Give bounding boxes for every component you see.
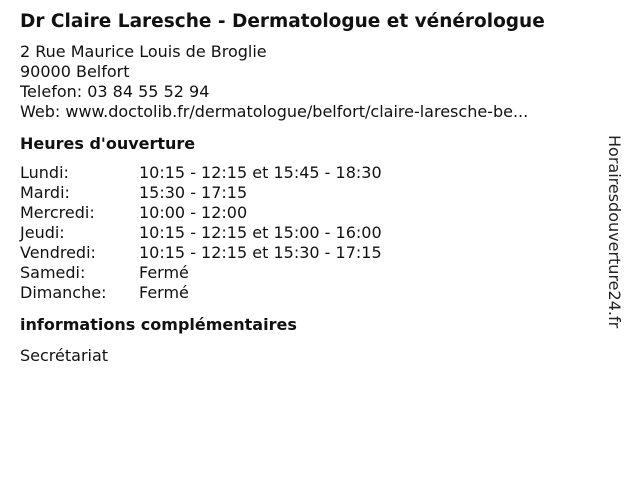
day-label: Samedi: bbox=[20, 263, 86, 282]
time-range: 10:00 - 12:00 bbox=[139, 203, 248, 222]
additional-info-heading: informations complémentaires bbox=[20, 315, 297, 334]
additional-info-text: Secrétariat bbox=[20, 346, 109, 365]
website-link[interactable]: Web: www.doctolib.fr/dermatologue/belfort/claire-laresche-be... bbox=[20, 102, 529, 121]
street-address: 2 Rue Maurice Louis de Broglie bbox=[20, 42, 267, 61]
page-title: Dr Claire Laresche - Dermatologue et vénérologue bbox=[20, 11, 545, 32]
additional-info-section bbox=[20, 315, 605, 366]
day-label: Vendredi: bbox=[20, 243, 96, 262]
hours-row-friday bbox=[20, 243, 605, 263]
site-brand-watermark: Horairesdouverture24.fr bbox=[605, 135, 624, 329]
time-range: 15:30 - 17:15 bbox=[139, 183, 248, 202]
business-card bbox=[20, 10, 605, 366]
time-range: Fermé bbox=[139, 263, 189, 282]
hours-row-saturday bbox=[20, 263, 605, 283]
hours-row-sunday bbox=[20, 283, 605, 303]
day-label: Mardi: bbox=[20, 183, 70, 202]
opening-hours-table bbox=[20, 163, 605, 303]
hours-row-tuesday bbox=[20, 183, 605, 203]
time-range: 10:15 - 12:15 et 15:00 - 16:00 bbox=[139, 223, 382, 242]
day-label: Mercredi: bbox=[20, 203, 95, 222]
phone-number: Telefon: 03 84 55 52 94 bbox=[20, 82, 210, 101]
city-postcode: 90000 Belfort bbox=[20, 62, 130, 81]
day-label: Dimanche: bbox=[20, 283, 107, 302]
address-block bbox=[20, 42, 605, 122]
time-range: 10:15 - 12:15 et 15:45 - 18:30 bbox=[139, 163, 382, 182]
opening-hours-heading: Heures d'ouverture bbox=[20, 134, 196, 153]
hours-row-wednesday bbox=[20, 203, 605, 223]
time-range: Fermé bbox=[139, 283, 189, 302]
hours-row-thursday bbox=[20, 223, 605, 243]
opening-hours-section bbox=[20, 134, 605, 303]
time-range: 10:15 - 12:15 et 15:30 - 17:15 bbox=[139, 243, 382, 262]
day-label: Lundi: bbox=[20, 163, 69, 182]
hours-row-monday bbox=[20, 163, 605, 183]
day-label: Jeudi: bbox=[20, 223, 65, 242]
